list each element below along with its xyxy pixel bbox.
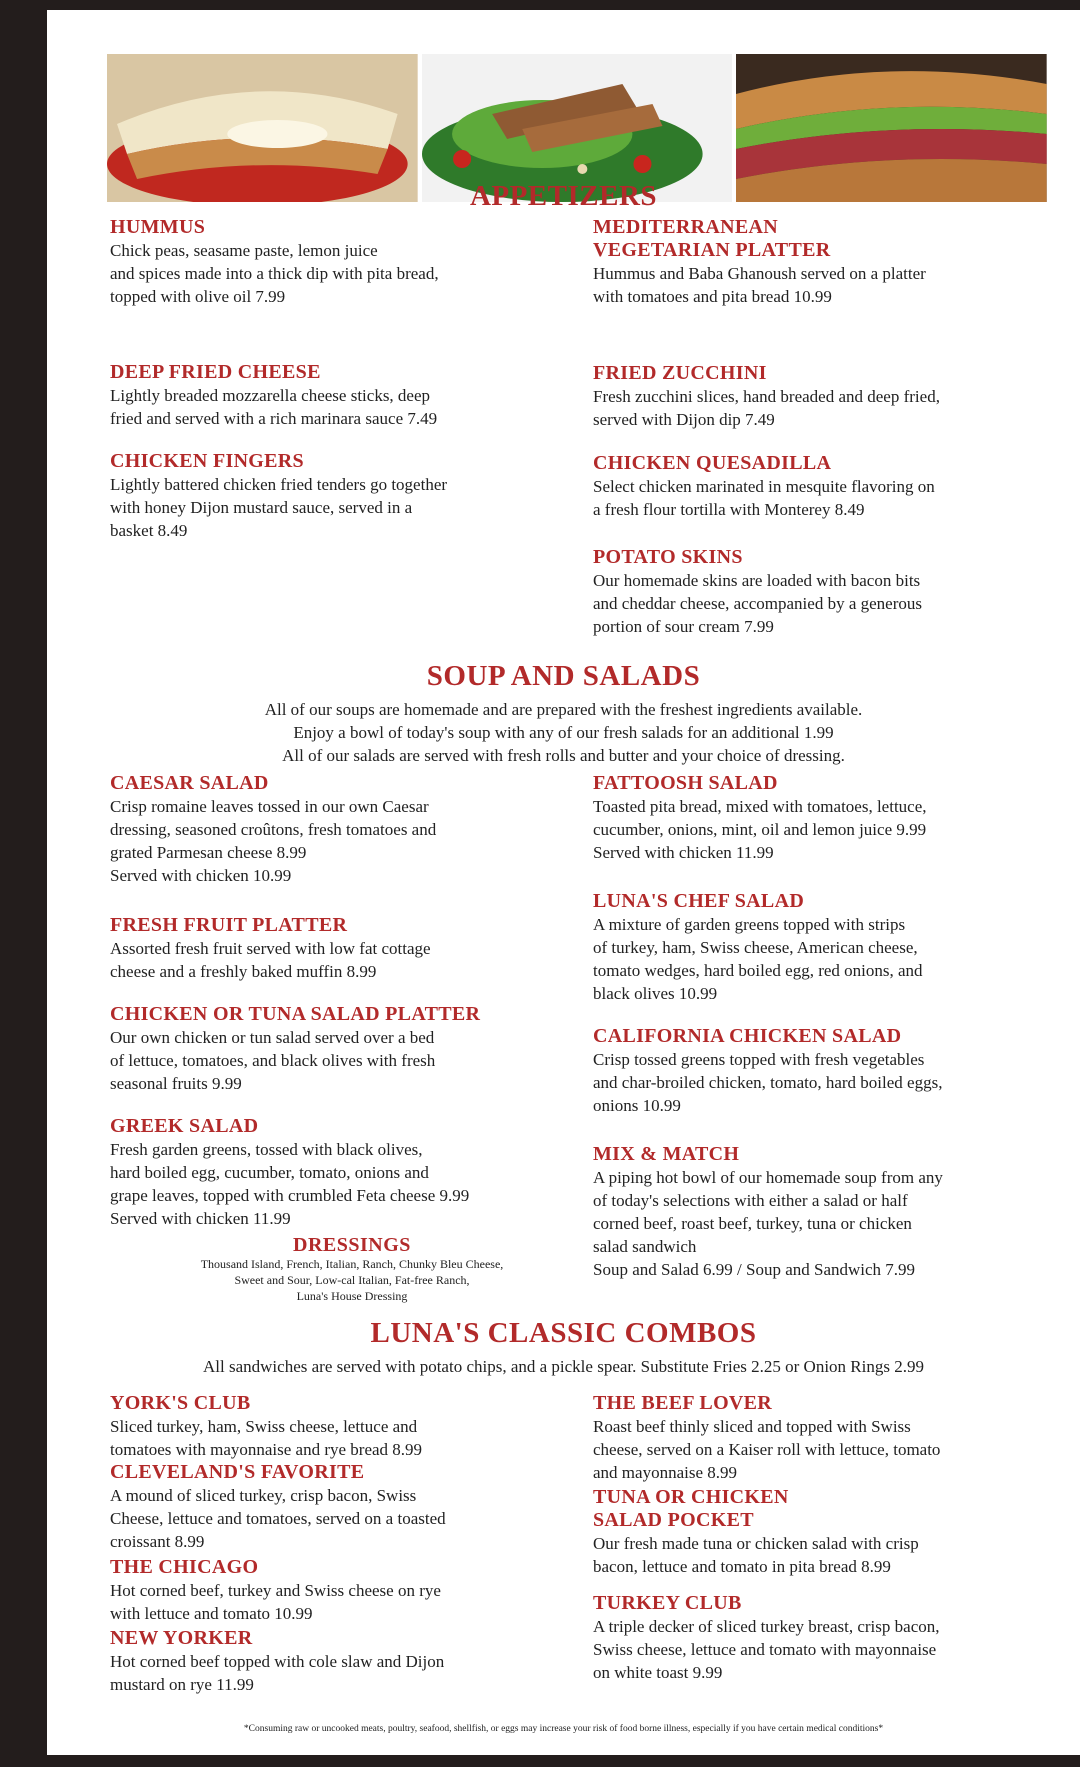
item-name: MEDITERRANEAN VEGETARIAN PLATTER [593, 216, 831, 261]
item-description: Hot corned beef topped with cole slaw and Dijon mustard on rye 11.99 [110, 1652, 445, 1694]
menu-item [110, 1627, 560, 1696]
item-name: GREEK SALAD [110, 1115, 259, 1137]
item-name: MIX & MATCH [593, 1143, 740, 1165]
menu-item [593, 362, 1043, 431]
soups-intro-line: All of our soups are homemade and are prepared with the freshest ingredients available. [264, 700, 863, 719]
item-name: CHICKEN QUESADILLA [593, 452, 832, 474]
item-description: Sliced turkey, ham, Swiss cheese, lettuce and tomatoes with mayonnaise and rye bread 8.99 [110, 1417, 423, 1459]
item-description: Assorted fresh fruit served with low fat cottage cheese and a freshly baked muffin 8.99 [110, 939, 431, 981]
item-description: Chick peas, seasame paste, lemon juice and spices made into a thick dip with pita bread, topped with olive oil 7.99 [110, 241, 439, 306]
item-name: FRIED ZUCCHINI [593, 362, 767, 384]
item-description: A mound of sliced turkey, crisp bacon, Swiss Cheese, lettuce and tomatoes, served on a toasted croissant 8.99 [110, 1486, 446, 1551]
item-name: TUNA OR CHICKEN SALAD POCKET [593, 1486, 789, 1531]
menu-item [593, 1143, 1043, 1281]
item-description: Roast beef thinly sliced and topped with Swiss cheese, served on a Kaiser roll with lettuce, tomato and mayonnaise 8.99 [593, 1417, 941, 1482]
menu-page [47, 10, 1080, 1755]
item-name: CALIFORNIA CHICKEN SALAD [593, 1025, 902, 1047]
item-name: NEW YORKER [110, 1627, 253, 1649]
item-description: Lightly battered chicken fried tenders go together with honey Dijon mustard sauce, served in a basket 8.49 [110, 475, 448, 540]
item-name: POTATO SKINS [593, 546, 743, 568]
item-name: CAESAR SALAD [110, 772, 269, 794]
item-name: CHICKEN OR TUNA SALAD PLATTER [110, 1003, 481, 1025]
menu-item [110, 1461, 560, 1553]
menu-item [110, 1556, 560, 1625]
soups-intro-line: All of our salads are served with fresh rolls and butter and your choice of dressing. [282, 746, 845, 765]
menu-item [593, 546, 1043, 638]
item-description: Select chicken marinated in mesquite flavoring on a fresh flour tortilla with Monterey 8.49 [593, 477, 935, 519]
menu-item [110, 772, 560, 887]
combos-intro: All sandwiches are served with potato chips, and a pickle spear. Substitute Fries 2.25 or Onion Rings 2.99 [203, 1357, 924, 1376]
menu-item [593, 890, 1043, 1005]
item-description: Our homemade skins are loaded with bacon bits and cheddar cheese, accompanied by a generous portion of sour cream 7.99 [593, 571, 922, 636]
item-description: Toasted pita bread, mixed with tomatoes, lettuce, cucumber, onions, mint, oil and lemon juice 9.99 Served with chicken 11.99 [593, 797, 927, 862]
menu-item [110, 914, 560, 983]
item-description: Hot corned beef, turkey and Swiss cheese on rye with lettuce and tomato 10.99 [110, 1581, 441, 1623]
item-name: DEEP FRIED CHEESE [110, 361, 321, 383]
menu-item [110, 1003, 560, 1095]
item-name: FRESH FRUIT PLATTER [110, 914, 348, 936]
item-name: CHICKEN FINGERS [110, 450, 304, 472]
combos-title: LUNA'S CLASSIC COMBOS [370, 1317, 757, 1349]
dressings-list: Thousand Island, French, Italian, Ranch, Chunky Bleu Cheese, Sweet and Sour, Low-cal Italian, Fat-free Ranch, Luna's House Dressing [200, 1257, 504, 1303]
item-name: TURKEY CLUB [593, 1592, 742, 1614]
menu-item [110, 216, 560, 308]
soups-title: SOUP AND SALADS [426, 660, 701, 692]
menu-item [110, 361, 560, 430]
menu-item [110, 1115, 560, 1230]
dressings-title: DRESSINGS [293, 1234, 411, 1256]
menu-item [593, 1025, 1043, 1117]
item-description: Our own chicken or tun salad served over a bed of lettuce, tomatoes, and black olives with fresh seasonal fruits 9.99 [110, 1028, 436, 1093]
menu-item [593, 772, 1043, 864]
item-name: HUMMUS [110, 216, 206, 238]
item-name: THE CHICAGO [110, 1556, 259, 1578]
menu-item [593, 1486, 1043, 1578]
item-name: FATTOOSH SALAD [593, 772, 778, 794]
item-description: Hummus and Baba Ghanoush served on a platter with tomatoes and pita bread 10.99 [593, 264, 926, 306]
menu-item [110, 450, 560, 542]
menu-item [593, 452, 1043, 521]
item-name: LUNA'S CHEF SALAD [593, 890, 805, 912]
soups-intro-line: Enjoy a bowl of today's soup with any of our fresh salads for an additional 1.99 [293, 723, 834, 742]
item-name: YORK'S CLUB [110, 1392, 251, 1414]
item-description: Crisp romaine leaves tossed in our own Caesar dressing, seasoned croûtons, fresh tomatoes and grated Parmesan cheese 8.99 Served with chicken 10.99 [110, 797, 437, 885]
menu-item [593, 216, 1043, 308]
menu-item [593, 1392, 1043, 1484]
item-description: Fresh zucchini slices, hand breaded and deep fried, served with Dijon dip 7.49 [593, 387, 940, 429]
footnote: *Consuming raw or uncooked meats, poultry, seafood, shellfish, or eggs may increase your risk of food borne illness, especially if you have certain medical conditions* [243, 1724, 884, 1734]
item-name: THE BEEF LOVER [593, 1392, 773, 1414]
menu-item [593, 1592, 1043, 1684]
menu-item [110, 1392, 560, 1461]
item-description: A mixture of garden greens topped with strips of turkey, ham, Swiss cheese, American cheese, tomato wedges, hard boiled egg, red onions, and black olives 10.99 [593, 915, 923, 1003]
appetizers-title: APPETIZERS [469, 180, 658, 212]
item-description: Crisp tossed greens topped with fresh vegetables and char-broiled chicken, tomato, hard boiled eggs, onions 10.99 [593, 1050, 943, 1115]
item-description: Our fresh made tuna or chicken salad with crisp bacon, lettuce and tomato in pita bread 8.99 [593, 1534, 919, 1576]
item-description: A triple decker of sliced turkey breast, crisp bacon, Swiss cheese, lettuce and tomato with mayonnaise on white toast 9.99 [593, 1617, 940, 1682]
item-description: Lightly breaded mozzarella cheese sticks, deep fried and served with a rich marinara sauce 7.49 [110, 386, 438, 428]
item-description: A piping hot bowl of our homemade soup from any of today's selections with either a salad or half corned beef, roast beef, turkey, tuna or chicken salad sandwich Soup and Salad 6.99 / Soup and Sandwich 7.99 [593, 1168, 943, 1279]
item-name: CLEVELAND'S FAVORITE [110, 1461, 365, 1483]
item-description: Fresh garden greens, tossed with black olives, hard boiled egg, cucumber, tomato, onions and grape leaves, topped with crumbled Feta cheese 9.99 Served with chicken 11.99 [110, 1140, 470, 1228]
dressings-box [127, 1234, 577, 1304]
